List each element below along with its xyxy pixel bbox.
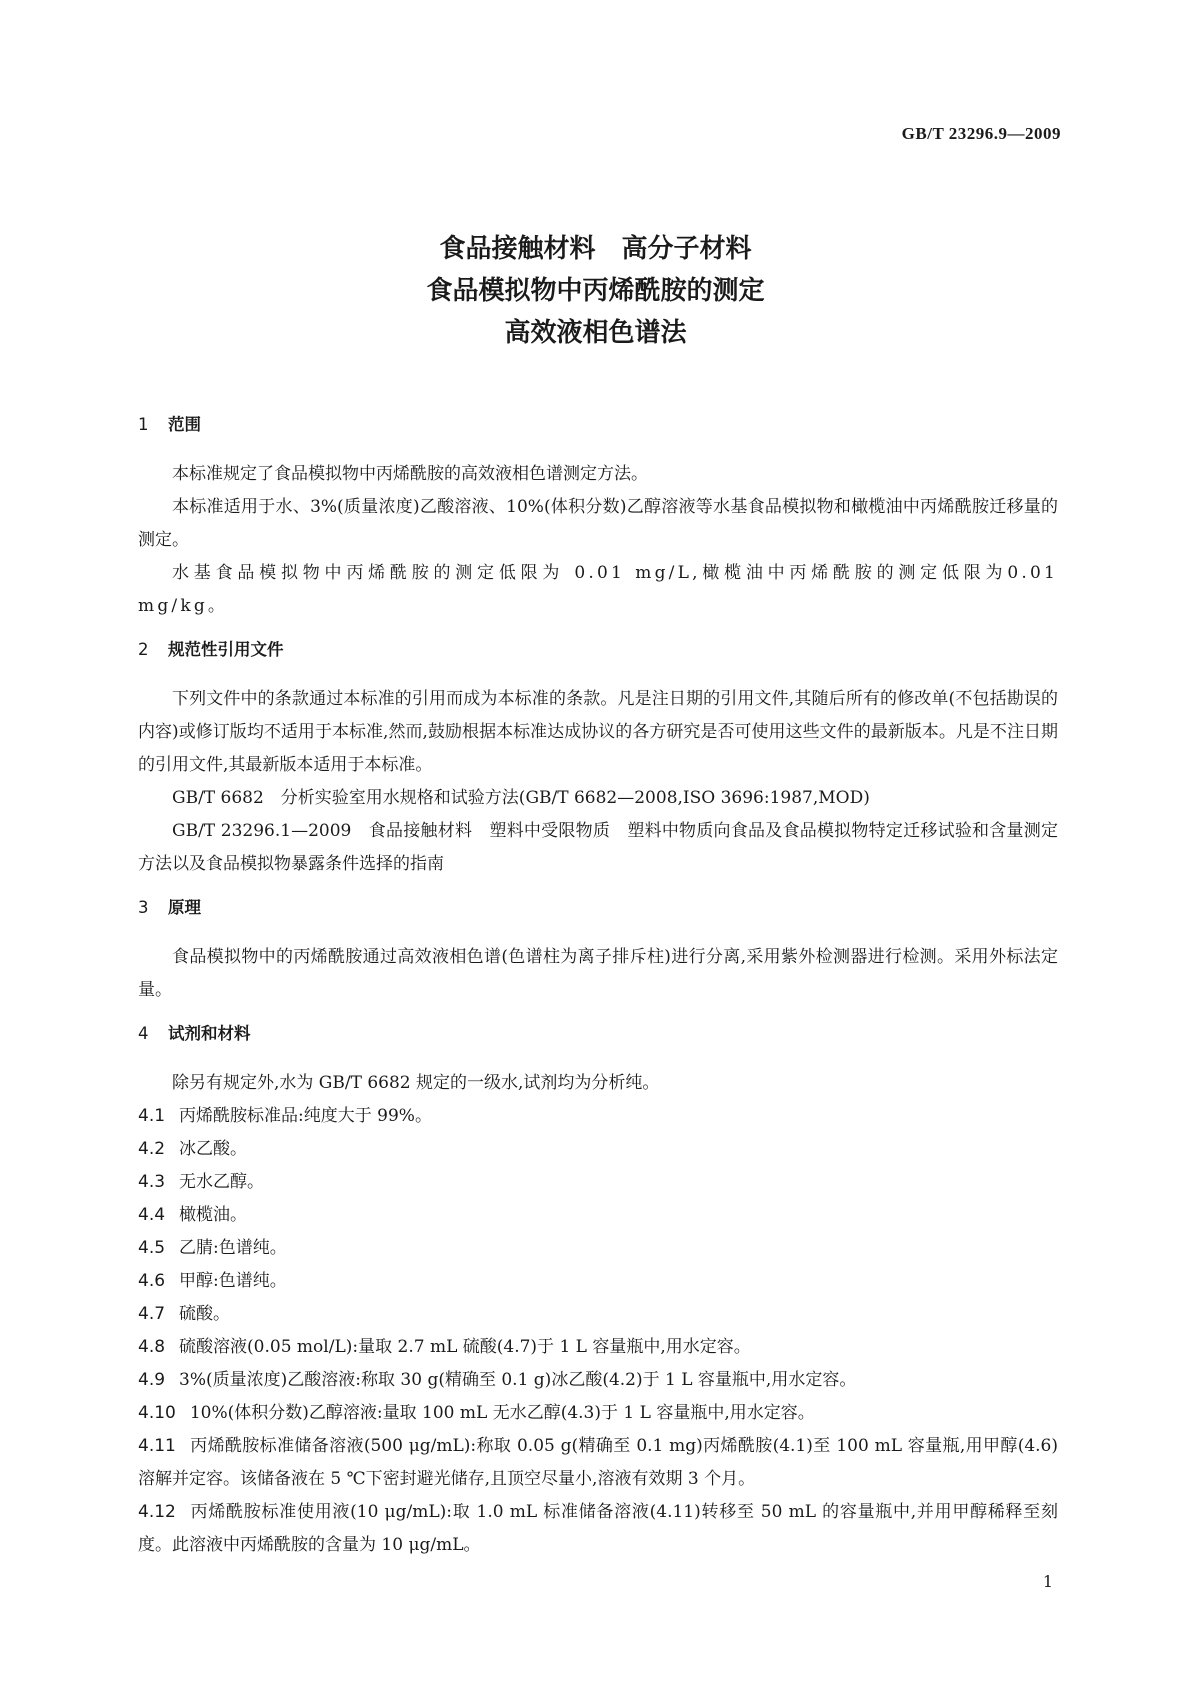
section-heading-scope: [138, 410, 1058, 440]
section-title: 原理: [168, 898, 201, 917]
section-heading-principle: [138, 893, 1058, 923]
list-item: [138, 1430, 1058, 1496]
item-number: 4.4: [138, 1205, 166, 1225]
section-heading-normative-references: [138, 635, 1058, 665]
item-text: 橄榄油。: [179, 1205, 248, 1225]
paragraph: 本标准规定了食品模拟物中丙烯酰胺的高效液相色谱测定方法。: [172, 464, 648, 484]
item-text: 硫酸。: [179, 1304, 231, 1324]
item-number: 4.5: [138, 1238, 166, 1258]
item-number: 4.2: [138, 1139, 166, 1159]
reference-item: GB/T 6682 分析实验室用水规格和试验方法(GB/T 6682—2008,ISO 3696:1987,MOD): [172, 788, 870, 808]
title-line-1: 食品接触材料 高分子材料: [439, 234, 752, 264]
item-text: 甲醇:色谱纯。: [179, 1271, 287, 1291]
list-item: [138, 1100, 1058, 1133]
title-line-3: 高效液相色谱法: [504, 318, 687, 348]
item-text: 丙烯酰胺标准储备溶液(500 μg/mL):称取 0.05 g(精确至 0.1 mg)丙烯酰胺(4.1)至 100 mL 容量瓶,用甲醇(4.6)溶解并定容。该储备液在 5 ℃下密封避光储存,且顶空尽量小,溶液有效期 3 个月。: [138, 1436, 1058, 1489]
section-title: 范围: [168, 415, 201, 434]
item-number: 4.10: [138, 1403, 176, 1423]
section-number: 1: [138, 415, 149, 434]
section-number: 2: [138, 640, 149, 659]
reference-item: GB/T 23296.1—2009 食品接触材料 塑料中受限物质 塑料中物质向食品及食品模拟物特定迁移试验和含量测定方法以及食品模拟物暴露条件选择的指南: [138, 821, 1058, 874]
item-text: 硫酸溶液(0.05 mol/L):量取 2.7 mL 硫酸(4.7)于 1 L 容量瓶中,用水定容。: [179, 1337, 751, 1357]
section-heading-reagents: [138, 1019, 1058, 1049]
section-number: 4: [138, 1024, 149, 1043]
list-item: [138, 1331, 1058, 1364]
paragraph: 水基食品模拟物中丙烯酰胺的测定低限为 0.01 mg/L,橄榄油中丙烯酰胺的测定低限为0.01 mg/kg。: [138, 563, 1058, 616]
list-item: [138, 1232, 1058, 1265]
item-text: 10%(体积分数)乙醇溶液:量取 100 mL 无水乙醇(4.3)于 1 L 容量瓶中,用水定容。: [189, 1403, 815, 1423]
document-body: [138, 410, 1058, 1562]
section-title: 试剂和材料: [168, 1024, 251, 1043]
list-item: [138, 1133, 1058, 1166]
list-item: [138, 1166, 1058, 1199]
list-item: [138, 1199, 1058, 1232]
paragraph: 食品模拟物中的丙烯酰胺通过高效液相色谱(色谱柱为离子排斥柱)进行分离,采用紫外检测器进行检测。采用外标法定量。: [138, 947, 1058, 1000]
standard-number: GB/T 23296.9—2009: [901, 124, 1061, 143]
section-title: 规范性引用文件: [168, 640, 284, 659]
list-item: [138, 1496, 1058, 1562]
item-number: 4.11: [138, 1436, 176, 1456]
item-number: 4.7: [138, 1304, 166, 1324]
page-number: 1: [1042, 1572, 1053, 1591]
item-text: 丙烯酰胺标准使用液(10 μg/mL):取 1.0 mL 标准储备溶液(4.11)转移至 50 mL 的容量瓶中,并用甲醇稀释至刻度。此溶液中丙烯酰胺的含量为 10 μg/mL。: [138, 1502, 1058, 1555]
item-number: 4.9: [138, 1370, 166, 1390]
document-title: [0, 228, 1191, 354]
item-text: 丙烯酰胺标准品:纯度大于 99%。: [179, 1106, 432, 1126]
paragraph: 本标准适用于水、3%(质量浓度)乙酸溶液、10%(体积分数)乙醇溶液等水基食品模拟物和橄榄油中丙烯酰胺迁移量的测定。: [138, 497, 1058, 550]
item-number: 4.3: [138, 1172, 166, 1192]
paragraph: 除另有规定外,水为 GB/T 6682 规定的一级水,试剂均为分析纯。: [172, 1073, 660, 1093]
paragraph: 下列文件中的条款通过本标准的引用而成为本标准的条款。凡是注日期的引用文件,其随后所有的修改单(不包括勘误的内容)或修订版均不适用于本标准,然而,鼓励根据本标准达成协议的各方研究是否可使用这些文件的最新版本。凡是不注日期的引用文件,其最新版本适用于本标准。: [138, 689, 1058, 775]
item-number: 4.12: [138, 1502, 176, 1522]
item-number: 4.6: [138, 1271, 166, 1291]
list-item: [138, 1298, 1058, 1331]
title-line-2: 食品模拟物中丙烯酰胺的测定: [426, 276, 765, 306]
item-text: 冰乙酸。: [179, 1139, 248, 1159]
section-number: 3: [138, 898, 149, 917]
list-item: [138, 1397, 1058, 1430]
item-text: 3%(质量浓度)乙酸溶液:称取 30 g(精确至 0.1 g)冰乙酸(4.2)于 1 L 容量瓶中,用水定容。: [179, 1370, 857, 1390]
item-text: 无水乙醇。: [179, 1172, 265, 1192]
item-text: 乙腈:色谱纯。: [179, 1238, 287, 1258]
list-item: [138, 1265, 1058, 1298]
list-item: [138, 1364, 1058, 1397]
item-number: 4.1: [138, 1106, 166, 1126]
item-number: 4.8: [138, 1337, 166, 1357]
